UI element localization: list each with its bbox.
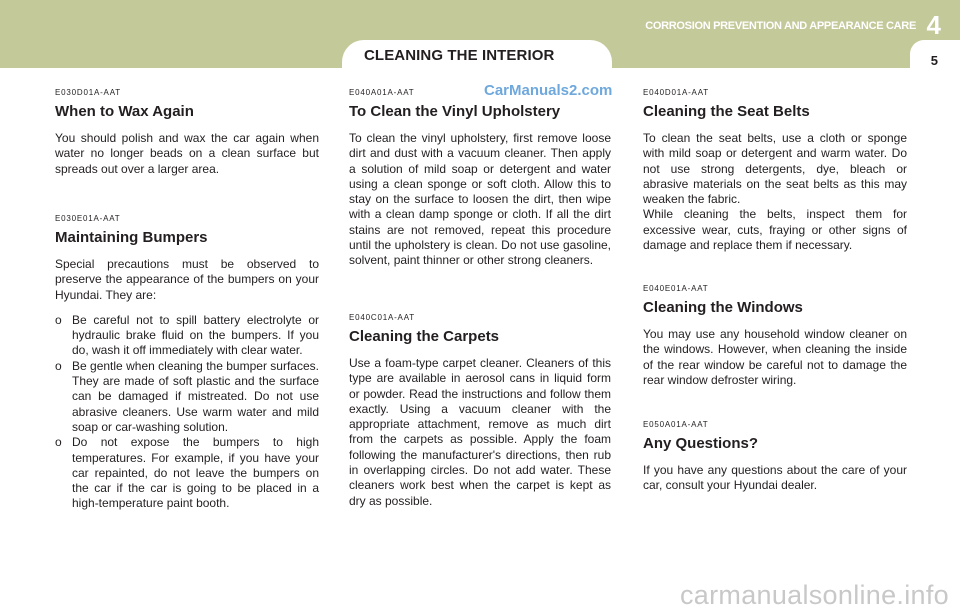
bullet-list <box>55 313 319 512</box>
section-questions <box>643 420 907 494</box>
section-carpets <box>349 313 611 509</box>
list-item-text: Do not expose the bumpers to high temperatures. For example, if you have your car repainted, do not leave the bumpers on the car if the car is going to be placed in a high-temperature paint booth. <box>72 435 319 511</box>
section-title: CLEANING THE INTERIOR <box>364 47 555 64</box>
section-code: E050A01A-AAT <box>643 420 709 429</box>
section-heading: Maintaining Bumpers <box>55 229 208 246</box>
bullet-marker: o <box>55 312 62 327</box>
section-code: E040D01A-AAT <box>643 88 709 97</box>
list-item <box>55 359 319 435</box>
section-body: If you have any questions about the care of your car, consult your Hyundai dealer. <box>643 463 907 493</box>
section-code: E040C01A-AAT <box>349 313 415 322</box>
chapter-title: CORROSION PREVENTION AND APPEARANCE CARE <box>645 20 916 32</box>
list-item-text: Be gentle when cleaning the bumper surfaces. They are made of soft plastic and the surface can be damaged if mistreated. Do not use abrasive cleaners. Use warm water and mild soap or car-washing solution. <box>72 358 319 434</box>
bullet-marker: o <box>55 358 62 373</box>
section-code: E030E01A-AAT <box>55 214 121 223</box>
section-body: To clean the vinyl upholstery, first remove loose dirt and dust with a vacuum cleaner. Then apply a solution of mild soap or detergent and water using a clean sponge or soft cloth. Allow this to stay on the surface to loosen the dirt, then wipe with a clean damp sponge or cloth. If all the dirt stains are not removed, repeat this procedure until the upholstery is clean. Do not use gasoline, solvent, paint thinner or other strong cleaners. <box>349 131 611 268</box>
section-body: To clean the seat belts, use a cloth or sponge with mild soap or detergent and warm water. Do not use strong detergents, dye, bleach or abrasive materials on the seat belts as this may weaken the fabric. <box>643 131 907 207</box>
bullet-marker: o <box>55 435 62 450</box>
section-vinyl <box>349 88 611 269</box>
list-item <box>55 435 319 511</box>
section-bumpers <box>55 214 319 512</box>
section-heading: Cleaning the Seat Belts <box>643 103 810 120</box>
section-heading: Any Questions? <box>643 435 759 452</box>
section-windows <box>643 284 907 388</box>
section-body: While cleaning the belts, inspect them for excessive wear, cuts, fraying or other signs of damage and replace them if necessary. <box>643 207 907 253</box>
chapter-number: 4 <box>926 10 941 40</box>
section-heading: When to Wax Again <box>55 103 194 120</box>
list-item <box>55 313 319 359</box>
section-heading: Cleaning the Windows <box>643 299 803 316</box>
section-body: You should polish and wax the car again when water no longer beads on a clean surface but spreads out over a larger area. <box>55 131 319 176</box>
section-heading: To Clean the Vinyl Upholstery <box>349 103 561 120</box>
section-code: E040A01A-AAT <box>349 88 415 97</box>
section-code: E040E01A-AAT <box>643 284 709 293</box>
watermark-bottom: carmanualsonline.info <box>680 580 949 610</box>
section-body: Special precautions must be observed to preserve the appearance of the bumpers on your Hyundai. They are: <box>55 257 319 302</box>
section-code: E030D01A-AAT <box>55 88 121 97</box>
section-wax <box>55 88 319 177</box>
watermark-top: CarManuals2.com <box>484 82 613 99</box>
section-body: Use a foam-type carpet cleaner. Cleaners of this type are available in aerosol cans in liquid form or powder. Read the instructions and follow them exactly. Using a vacuum cleaner with the appropriate attachment, remove as much dirt from the carpets as possible. Apply the foam following the manufacturer's directions, then rub in overlapping circles. Do not add water. These cleaners work best when the carpet is kept as dry as possible. <box>349 356 611 508</box>
page-number: 5 <box>930 53 938 68</box>
section-heading: Cleaning the Carpets <box>349 328 500 345</box>
section-seatbelts <box>643 88 907 253</box>
list-item-text: Be careful not to spill battery electrolyte or hydraulic brake fluid on the bumpers. If you do, wash it off immediately with clear water. <box>72 312 319 358</box>
section-body: You may use any household window cleaner on the windows. However, when cleaning the inside of the rear window be careful not to damage the rear window defroster wiring. <box>643 327 907 387</box>
